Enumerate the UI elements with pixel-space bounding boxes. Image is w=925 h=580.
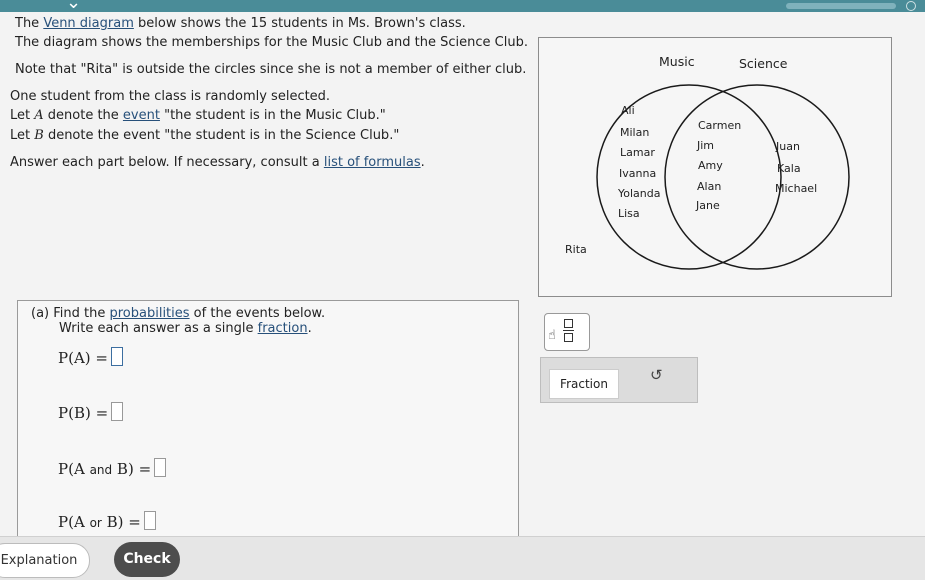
venn-name: Lisa (618, 207, 640, 220)
prob-a-row: P(A) = (58, 347, 123, 367)
intro-line-5: Let A denote the event "the student is in the Music Club." (10, 108, 386, 123)
top-bar (0, 0, 925, 12)
fraction-tooltip (540, 357, 698, 403)
prob-b-row: P(B) = (58, 402, 123, 422)
explanation-button[interactable]: Explanation (0, 543, 90, 578)
venn-name: Alan (697, 180, 722, 193)
venn-outside-name: Rita (565, 243, 587, 256)
science-label: Science (739, 56, 788, 71)
answer-input-paorb[interactable] (144, 511, 156, 530)
progress-bar (786, 3, 896, 9)
venn-name: Jane (696, 199, 720, 212)
answer-input-pab[interactable] (154, 458, 166, 477)
part-a-instruction: Write each answer as a single fraction. (59, 321, 312, 336)
venn-name: Kala (777, 162, 801, 175)
fraction-tooltip-label: Fraction (549, 369, 619, 399)
hand-cursor-icon: ☝ (548, 328, 556, 343)
intro-line-1: The Venn diagram below shows the 15 students in Ms. Brown's class. (15, 16, 466, 31)
intro-line-7: Answer each part below. If necessary, consult a list of formulas. (10, 155, 425, 170)
venn-diagram (538, 37, 892, 297)
venn-diagram-link[interactable]: Venn diagram (43, 16, 134, 31)
fraction-tool-button[interactable] (544, 313, 590, 351)
intro-line-2: The diagram shows the memberships for the Music Club and the Science Club. (15, 35, 528, 50)
answer-panel (17, 300, 519, 542)
science-circle (665, 85, 849, 269)
answer-input-pb[interactable] (111, 402, 123, 421)
venn-name: Lamar (620, 146, 655, 159)
fraction-link[interactable]: fraction (257, 321, 308, 336)
check-button[interactable]: Check (114, 542, 180, 577)
prob-a-and-b-row: P(A and B) = (58, 458, 166, 478)
answer-input-pa[interactable] (111, 347, 123, 366)
venn-name: Ivanna (619, 167, 657, 180)
fraction-icon (563, 319, 574, 342)
venn-name: Yolanda (618, 187, 661, 200)
undo-icon[interactable]: ↺ (650, 366, 663, 384)
venn-name: Amy (698, 159, 723, 172)
prob-a-or-b-row: P(A or B) = (58, 511, 156, 531)
music-label: Music (659, 54, 695, 69)
part-a-heading: (a) Find the probabilities of the events below. (31, 306, 326, 321)
venn-name: Juan (776, 140, 800, 153)
intro-line-4: One student from the class is randomly selected. (10, 89, 331, 104)
venn-name: Carmen (698, 119, 742, 132)
event-link[interactable]: event (122, 108, 160, 123)
list-of-formulas-link[interactable]: list of formulas (323, 155, 421, 170)
bottom-bar (0, 536, 925, 580)
venn-name: Michael (775, 182, 818, 195)
chevron-down-icon[interactable]: ⌄ (66, 0, 82, 13)
venn-svg (539, 38, 891, 296)
venn-name: Ali (621, 104, 635, 117)
progress-dot-icon (906, 1, 916, 11)
venn-name: Jim (697, 139, 715, 152)
intro-line-3: Note that "Rita" is outside the circles since she is not a member of either club. (15, 62, 527, 77)
venn-name: Milan (620, 126, 650, 139)
intro-line-6: Let B denote the event "the student is in the Science Club." (10, 128, 400, 143)
probabilities-link[interactable]: probabilities (109, 306, 190, 321)
